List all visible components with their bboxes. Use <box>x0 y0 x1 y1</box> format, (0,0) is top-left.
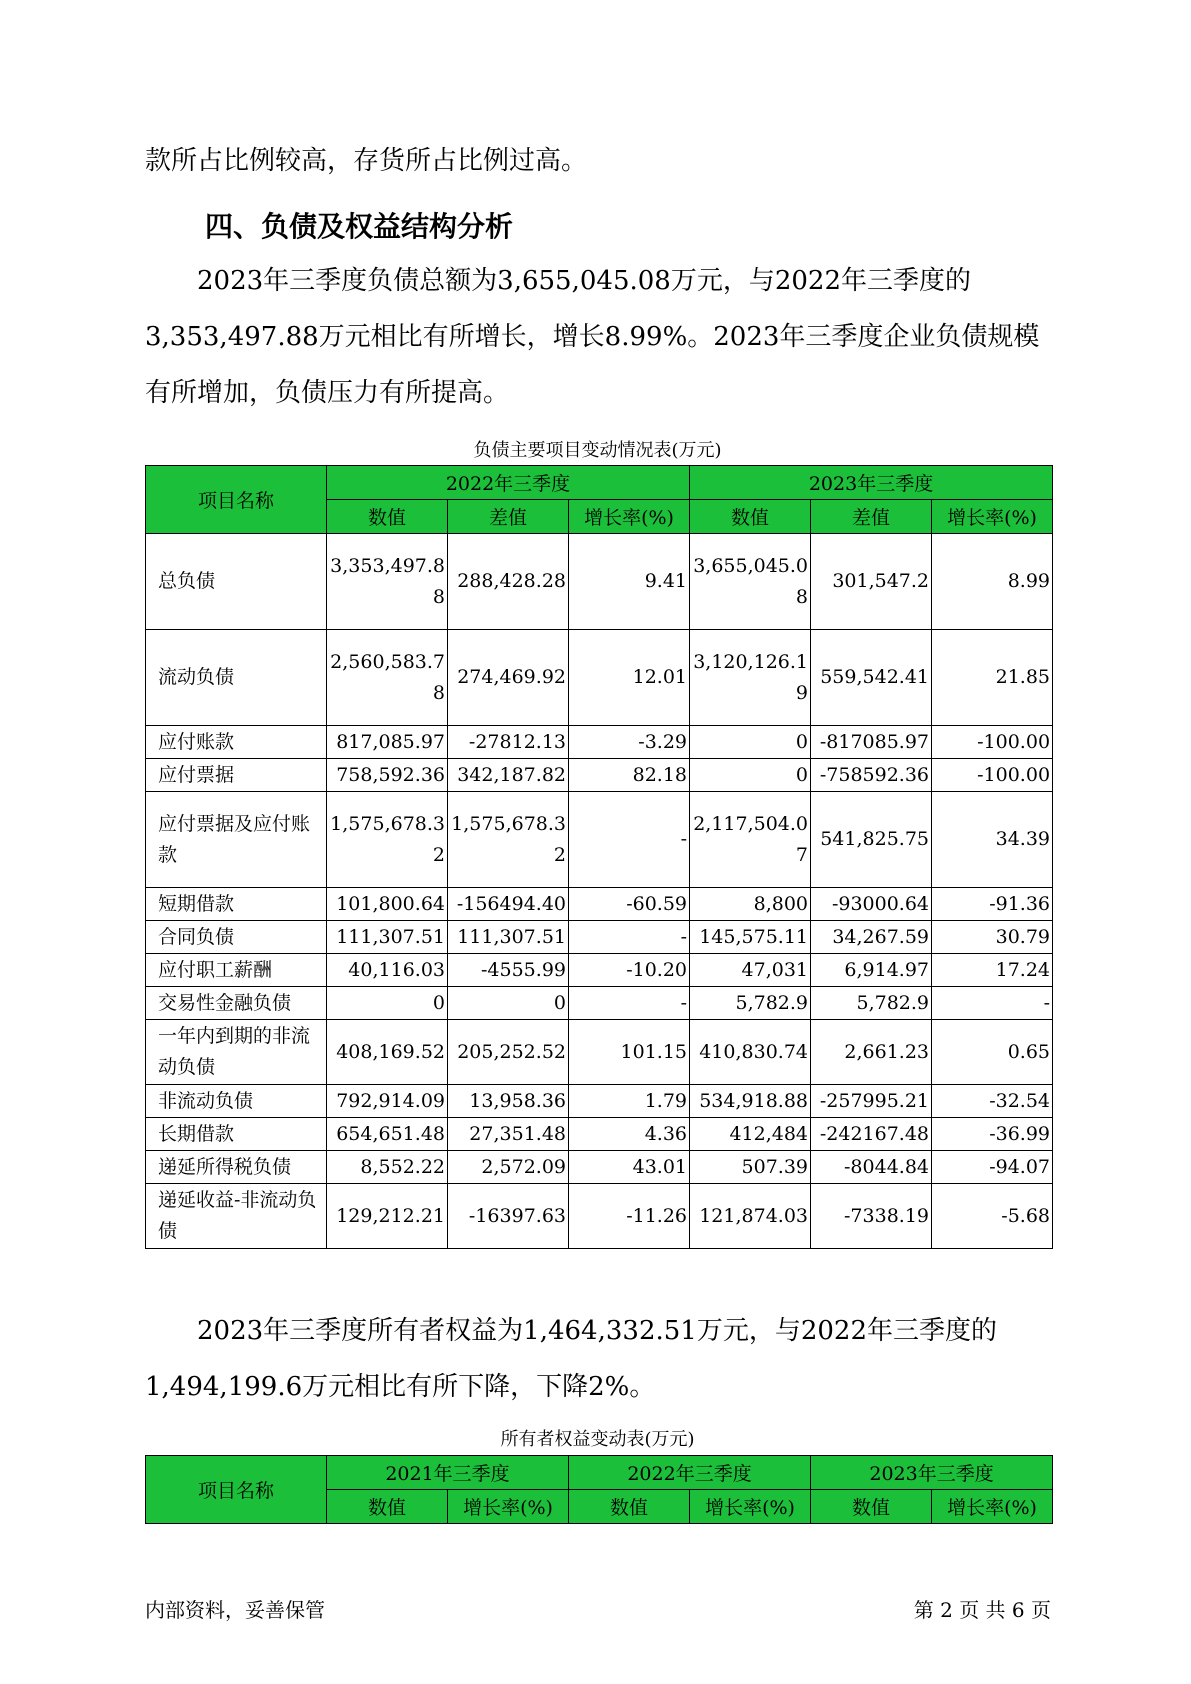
table-cell: 111,307.51 <box>448 921 569 954</box>
table-cell: 541,825.75 <box>811 792 932 888</box>
table-cell: 0 <box>690 726 811 759</box>
col-diff-header: 差值 <box>448 500 569 534</box>
table-cell: 129,212.21 <box>327 1184 448 1249</box>
row-label: 长期借款 <box>146 1118 327 1151</box>
table-cell: 1.79 <box>569 1085 690 1118</box>
table-cell: -4555.99 <box>448 954 569 987</box>
table-cell: 17.24 <box>932 954 1053 987</box>
table-row <box>146 1184 1053 1249</box>
liability-table <box>145 465 1053 1249</box>
table-row <box>146 888 1053 921</box>
period-header-2022: 2022年三季度 <box>327 466 690 500</box>
table-cell: 2,661.23 <box>811 1020 932 1085</box>
table-cell: -242167.48 <box>811 1118 932 1151</box>
table-cell: 274,469.92 <box>448 630 569 726</box>
table-cell: 30.79 <box>932 921 1053 954</box>
table-cell: -817085.97 <box>811 726 932 759</box>
equity-summary-paragraph: 2023年三季度所有者权益为1,464,332.51万元，与2022年三季度的1,494,199.6万元相比有所下降，下降2%。 <box>145 1316 998 1402</box>
table-cell: 0 <box>327 987 448 1020</box>
table-cell: -27812.13 <box>448 726 569 759</box>
table-cell: 4.36 <box>569 1118 690 1151</box>
table-cell: 2,560,583.78 <box>327 630 448 726</box>
footer-page-number: 第 2 页 共 6 页 <box>913 1598 1051 1622</box>
table-cell: -8044.84 <box>811 1151 932 1184</box>
table-cell: -100.00 <box>932 726 1053 759</box>
equity-table <box>145 1455 1053 1524</box>
table-cell: 0 <box>690 759 811 792</box>
table-cell: -11.26 <box>569 1184 690 1249</box>
table-row <box>146 759 1053 792</box>
table-cell: 3,120,126.19 <box>690 630 811 726</box>
table-cell: 1,575,678.32 <box>327 792 448 888</box>
table-cell: 6,914.97 <box>811 954 932 987</box>
table-cell: 205,252.52 <box>448 1020 569 1085</box>
table-cell: 654,651.48 <box>327 1118 448 1151</box>
table-cell: - <box>932 987 1053 1020</box>
table-cell: - <box>569 921 690 954</box>
table-cell: 2,117,504.07 <box>690 792 811 888</box>
table-cell: 5,782.9 <box>811 987 932 1020</box>
table-row <box>146 630 1053 726</box>
table-cell: -10.20 <box>569 954 690 987</box>
table-cell: 8,552.22 <box>327 1151 448 1184</box>
intro-paragraph-tail: 款所占比例较高，存货所占比例过高。 <box>145 146 588 176</box>
item-name-header: 项目名称 <box>146 1456 327 1524</box>
table-cell: 410,830.74 <box>690 1020 811 1085</box>
table-row <box>146 1085 1053 1118</box>
table-cell: - <box>569 987 690 1020</box>
table-cell: 792,914.09 <box>327 1085 448 1118</box>
row-label: 短期借款 <box>146 888 327 921</box>
table-cell: 758,592.36 <box>327 759 448 792</box>
table-row <box>146 921 1053 954</box>
table-cell: 1,575,678.32 <box>448 792 569 888</box>
table-cell: 559,542.41 <box>811 630 932 726</box>
table-row <box>146 1118 1053 1151</box>
item-name-header: 项目名称 <box>146 466 327 534</box>
col-value-header: 数值 <box>690 500 811 534</box>
row-label: 应付账款 <box>146 726 327 759</box>
table-cell: 27,351.48 <box>448 1118 569 1151</box>
row-label: 递延收益-非流动负债 <box>146 1184 327 1249</box>
table-cell: 5,782.9 <box>690 987 811 1020</box>
table-cell: -5.68 <box>932 1184 1053 1249</box>
table-cell: 8,800 <box>690 888 811 921</box>
col-value-header: 数值 <box>811 1490 932 1524</box>
table-row <box>146 726 1053 759</box>
row-label: 非流动负债 <box>146 1085 327 1118</box>
table-cell: 34,267.59 <box>811 921 932 954</box>
row-label: 流动负债 <box>146 630 327 726</box>
table-cell: -16397.63 <box>448 1184 569 1249</box>
equity-table-caption: 所有者权益变动表(万元) <box>500 1429 695 1450</box>
table-cell: 3,353,497.88 <box>327 534 448 630</box>
table-cell: -257995.21 <box>811 1085 932 1118</box>
table-row <box>146 534 1053 630</box>
section-heading: 四、负债及权益结构分析 <box>205 210 514 243</box>
table-cell: 288,428.28 <box>448 534 569 630</box>
col-value-header: 数值 <box>327 500 448 534</box>
table-cell: -94.07 <box>932 1151 1053 1184</box>
table-cell: 101,800.64 <box>327 888 448 921</box>
table-cell: 3,655,045.08 <box>690 534 811 630</box>
period-header-2021: 2021年三季度 <box>327 1456 569 1490</box>
table-cell: 121,874.03 <box>690 1184 811 1249</box>
table-cell: 34.39 <box>932 792 1053 888</box>
table-cell: 13,958.36 <box>448 1085 569 1118</box>
table-row <box>146 792 1053 888</box>
col-growth-header: 增长率(%) <box>569 500 690 534</box>
period-header-2023: 2023年三季度 <box>690 466 1053 500</box>
table-cell: 12.01 <box>569 630 690 726</box>
period-header-2023: 2023年三季度 <box>811 1456 1053 1490</box>
table-cell: 21.85 <box>932 630 1053 726</box>
table-cell: 301,547.2 <box>811 534 932 630</box>
table-cell: 534,918.88 <box>690 1085 811 1118</box>
table-cell: -3.29 <box>569 726 690 759</box>
table-cell: 145,575.11 <box>690 921 811 954</box>
col-value-header: 数值 <box>569 1490 690 1524</box>
table-cell: 2,572.09 <box>448 1151 569 1184</box>
table-cell: 111,307.51 <box>327 921 448 954</box>
table-cell: -93000.64 <box>811 888 932 921</box>
table-cell: 47,031 <box>690 954 811 987</box>
footer-confidential-note: 内部资料，妥善保管 <box>145 1598 325 1622</box>
table-cell: 82.18 <box>569 759 690 792</box>
table-cell: -100.00 <box>932 759 1053 792</box>
table-cell: 412,484 <box>690 1118 811 1151</box>
table-row <box>146 1020 1053 1085</box>
table-cell: 8.99 <box>932 534 1053 630</box>
row-label: 交易性金融负债 <box>146 987 327 1020</box>
table-row <box>146 954 1053 987</box>
row-label: 应付票据 <box>146 759 327 792</box>
table-cell: 0 <box>448 987 569 1020</box>
table-cell: 342,187.82 <box>448 759 569 792</box>
table-cell: 817,085.97 <box>327 726 448 759</box>
row-label: 合同负债 <box>146 921 327 954</box>
liability-table-body <box>146 534 1053 1249</box>
table-cell: - <box>569 792 690 888</box>
table-cell: -91.36 <box>932 888 1053 921</box>
liability-summary-paragraph: 2023年三季度负债总额为3,655,045.08万元，与2022年三季度的3,353,497.88万元相比有所增长，增长8.99%。2023年三季度企业负债规模有所增加，负债压力有所提高。 <box>145 266 1040 408</box>
table-cell: 408,169.52 <box>327 1020 448 1085</box>
col-value-header: 数值 <box>327 1490 448 1524</box>
table-cell: 507.39 <box>690 1151 811 1184</box>
col-growth-header: 增长率(%) <box>932 500 1053 534</box>
col-diff-header: 差值 <box>811 500 932 534</box>
liability-table-caption: 负债主要项目变动情况表(万元) <box>473 440 722 461</box>
row-label: 递延所得税负债 <box>146 1151 327 1184</box>
table-cell: -156494.40 <box>448 888 569 921</box>
row-label: 应付职工薪酬 <box>146 954 327 987</box>
table-cell: -36.99 <box>932 1118 1053 1151</box>
col-growth-header: 增长率(%) <box>932 1490 1053 1524</box>
row-label: 总负债 <box>146 534 327 630</box>
table-cell: 43.01 <box>569 1151 690 1184</box>
table-row <box>146 987 1053 1020</box>
table-row <box>146 1151 1053 1184</box>
table-cell: 40,116.03 <box>327 954 448 987</box>
table-cell: -7338.19 <box>811 1184 932 1249</box>
row-label: 一年内到期的非流动负债 <box>146 1020 327 1085</box>
table-cell: 9.41 <box>569 534 690 630</box>
table-cell: -60.59 <box>569 888 690 921</box>
table-cell: -32.54 <box>932 1085 1053 1118</box>
table-cell: -758592.36 <box>811 759 932 792</box>
table-cell: 101.15 <box>569 1020 690 1085</box>
table-cell: 0.65 <box>932 1020 1053 1085</box>
col-growth-header: 增长率(%) <box>448 1490 569 1524</box>
row-label: 应付票据及应付账款 <box>146 792 327 888</box>
period-header-2022: 2022年三季度 <box>569 1456 811 1490</box>
col-growth-header: 增长率(%) <box>690 1490 811 1524</box>
